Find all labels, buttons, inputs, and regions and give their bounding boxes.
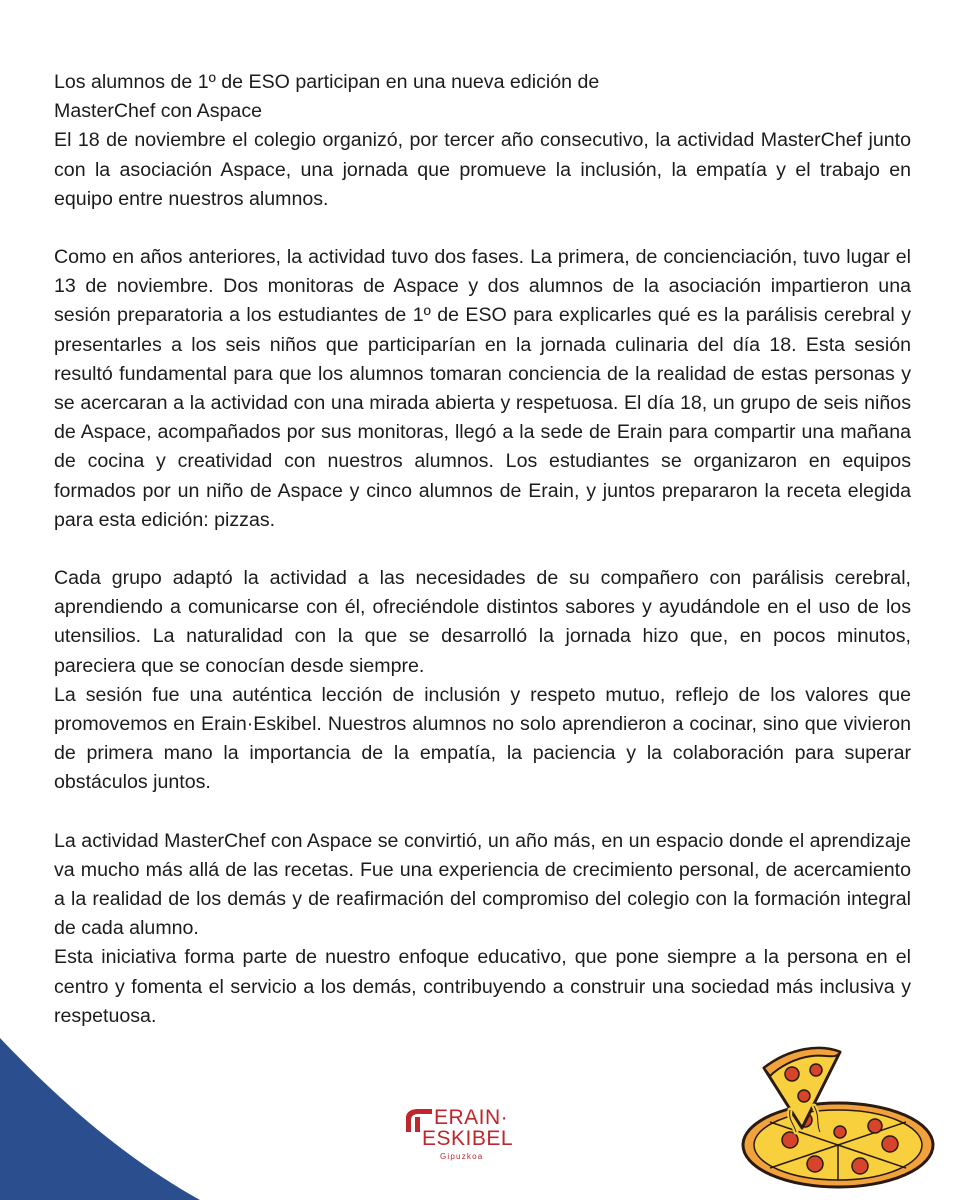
article-title — [54, 68, 911, 126]
logo-text-eskibel: ESKIBEL — [422, 1127, 514, 1150]
paragraph-2: Como en años anteriores, la actividad tuvo dos fases. La primera, de concienciación, tuvo lugar el 13 de noviembre. Dos monitoras de Aspace y dos alumnos de la asociación impartieron una sesión preparatoria a los estudiantes de 1º de ESO para explicarles qué es la parálisis cerebral y presentarles a los seis niños que participarían en la jornada culinaria del día 18. Esta sesión resultó fundamental para que los alumnos tomaran conciencia de la realidad de estas personas y se acercaran a la actividad con una mirada abierta y respetuosa. El día 18, un grupo de seis niños de Aspace, acompañados por sus monitoras, llegó a la sede de Erain para compartir una mañana de cocina y creatividad con nuestros alumnos. Los estudiantes se organizaron en equipos formados por un niño de Aspace y cinco alumnos de Erain, y juntos prepararon la receta elegida para esta edición: pizzas. — [54, 246, 911, 531]
article — [54, 68, 911, 1031]
logo-text-erain: ERAIN· — [434, 1106, 509, 1129]
paragraph-1: El 18 de noviembre el colegio organizó, por tercer año consecutivo, la actividad MasterChef junto con la asociación Aspace, una jornada que promueve la inclusión, la empatía y el trabajo en equipo entre nuestros alumnos. — [54, 129, 911, 210]
paragraph-5: La actividad MasterChef con Aspace se convirtió, un año más, en un espacio donde el aprendizaje va mucho más allá de las recetas. Fue una experiencia de crecimiento personal, de acercamiento a la realidad de los demás y de reafirmación del compromiso del colegio con la formación integral de cada alumno. — [54, 829, 911, 940]
erain-eskibel-logo — [404, 1106, 534, 1166]
title-line-2: MasterChef con Aspace — [54, 100, 263, 123]
paragraph-4: La sesión fue una auténtica lección de inclusión y respeto mutuo, reflejo de los valores que promovemos en Erain·Eskibel. Nuestros alumnos no solo aprendieron a cocinar, sino que vivieron de primera mano la importancia de la empatía, la paciencia y la colaboración para superar obstáculos juntos. — [54, 683, 911, 794]
pizza-illustration — [730, 1040, 935, 1190]
paragraph-3: Cada grupo adaptó la actividad a las necesidades de su compañero con parálisis cerebral, aprendiendo a comunicarse con él, ofreciéndole distintos sabores y ayudándole en el uso de los utensilios. La naturalidad con la que se desarrolló la jornada hizo que, en pocos minutos, pareciera que se conocían desde siempre. — [54, 567, 911, 677]
blue-corner-shape — [0, 1010, 200, 1200]
logo-text-gipuzkoa: Gipuzkoa — [440, 1152, 484, 1161]
paragraph-6: Esta iniciativa forma parte de nuestro enfoque educativo, que pone siempre a la persona en el centro y fomenta el servicio a los demás, contribuyendo a construir una sociedad más inclusiva y respetuosa. — [54, 946, 911, 1027]
title-line-1: Los alumnos de 1º de ESO participan en una nueva edición de — [54, 71, 600, 93]
